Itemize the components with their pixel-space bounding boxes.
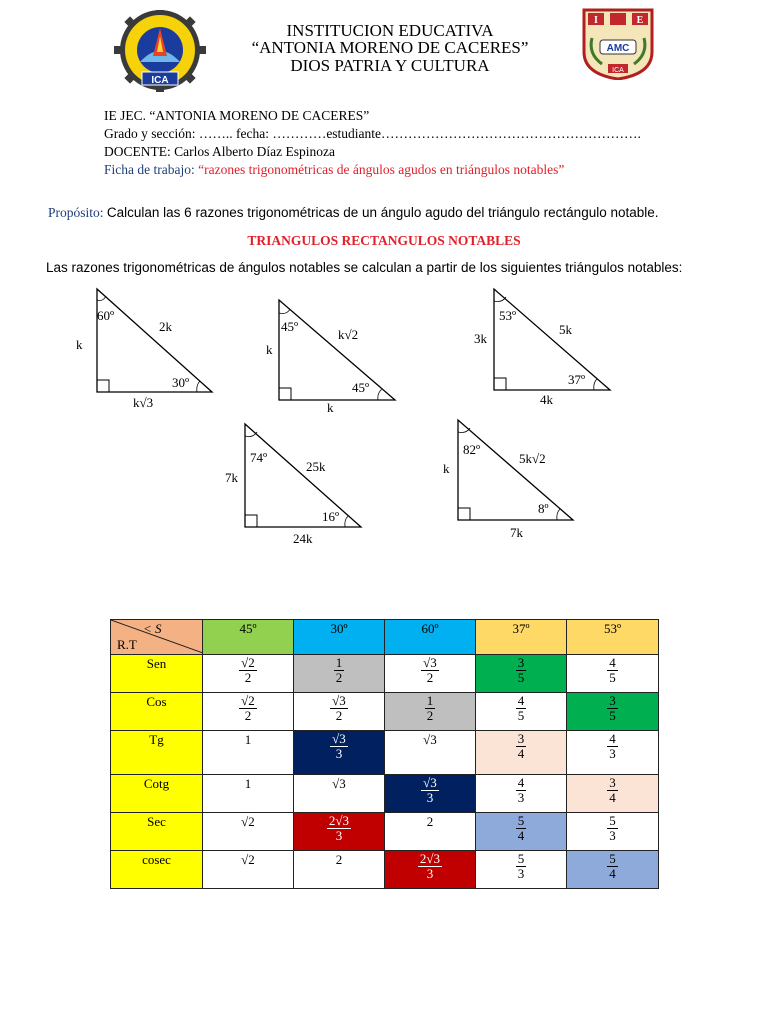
t1-left-side: k: [76, 337, 83, 352]
corner-cell: [111, 620, 203, 655]
triangle-45-45: [266, 300, 395, 415]
value-text: 4: [517, 746, 525, 761]
right-logo-center: AMC: [606, 43, 630, 54]
value-text: 4: [609, 655, 616, 670]
row-label-cotg: Cotg: [111, 775, 203, 813]
t3-base: 4k: [540, 392, 553, 407]
t5-base: 7k: [510, 525, 523, 540]
value-text: 3: [609, 693, 616, 708]
value-text: √3: [423, 655, 437, 670]
cell-tg-37: [476, 731, 567, 775]
cell-cos-37: [476, 693, 567, 731]
t4-base: 24k: [293, 531, 313, 546]
t3-bottom-angle: 37º: [568, 372, 586, 387]
t2-left-side: k: [266, 342, 273, 357]
section-title: TRIANGULOS RECTANGULOS NOTABLES: [247, 233, 521, 248]
table-row: [111, 693, 659, 731]
t4-hypotenuse: 25k: [306, 459, 326, 474]
value-text: 5: [609, 670, 616, 685]
cell-cos-30: [294, 693, 385, 731]
cell-tg-53: [567, 731, 659, 775]
value-text: 5: [517, 670, 525, 685]
t3-hypotenuse: 5k: [559, 322, 572, 337]
header-line-1: INSTITUCION EDUCATIVA: [286, 21, 494, 40]
header-37: 37º: [476, 620, 567, 655]
cell-csc-45: √2: [203, 851, 294, 889]
value-text: 2: [244, 670, 252, 685]
value-text: 2√3: [419, 851, 441, 866]
table-row: [111, 851, 659, 889]
header-60: 60º: [385, 620, 476, 655]
header-45: 45º: [203, 620, 294, 655]
cell-tg-45: 1: [203, 731, 294, 775]
value-text: 1: [426, 693, 434, 708]
worksheet-label: Ficha de trabajo:: [104, 162, 199, 177]
value-text: 5: [609, 708, 616, 723]
value-text: 5: [609, 813, 616, 828]
worksheet-title: “razones trigonométricas de ángulos agudos en triángulos notables”: [198, 162, 565, 177]
table-row: [111, 731, 659, 775]
cell-csc-60: [385, 851, 476, 889]
value-text: 3: [426, 790, 434, 805]
value-text: √3: [423, 775, 437, 790]
value-text: 2√3: [328, 813, 350, 828]
table-row: [111, 813, 659, 851]
t3-left-side: 3k: [474, 331, 487, 346]
triangle-30-60: [76, 289, 212, 410]
cell-sec-53: [567, 813, 659, 851]
cell-cos-60: [385, 693, 476, 731]
cell-sen-45: [203, 655, 294, 693]
cell-cotg-60: [385, 775, 476, 813]
cell-cotg-45: 1: [203, 775, 294, 813]
right-logo: [580, 8, 656, 80]
value-text: 3: [609, 828, 616, 843]
table-row: [111, 655, 659, 693]
value-text: 3: [517, 866, 525, 881]
value-text: 2: [426, 708, 434, 723]
corner-bottom-label: R.T: [117, 637, 137, 652]
t1-base: k√3: [133, 395, 154, 410]
triangle-37-53: [474, 289, 610, 407]
t1-hypotenuse: 2k: [159, 319, 172, 334]
grade-line: Grado y sección: …….. fecha: …………estudiante………………………………………………….: [104, 126, 641, 141]
value-text: 4: [609, 866, 616, 881]
value-text: 5: [517, 708, 525, 723]
t2-base: k: [327, 400, 334, 415]
cell-csc-30: 2: [294, 851, 385, 889]
cell-cotg-37: [476, 775, 567, 813]
value-text: 5: [609, 851, 616, 866]
value-text: 2: [335, 670, 343, 685]
value-text: √3: [332, 731, 346, 746]
t5-bottom-angle: 8º: [538, 501, 549, 516]
value-text: 3: [517, 655, 525, 670]
header-30: 30º: [294, 620, 385, 655]
cell-sen-53: [567, 655, 659, 693]
value-text: 1: [335, 655, 343, 670]
header-53: 53º: [567, 620, 659, 655]
value-text: √3: [332, 693, 346, 708]
value-text: 2: [335, 708, 343, 723]
t4-left-side: 7k: [225, 470, 238, 485]
value-text: 2: [426, 670, 434, 685]
right-logo-e: E: [636, 15, 644, 26]
cell-csc-37: [476, 851, 567, 889]
left-logo: [108, 10, 212, 94]
cell-cos-45: [203, 693, 294, 731]
cell-cos-53: [567, 693, 659, 731]
t4-bottom-angle: 16º: [322, 509, 340, 524]
value-text: 4: [517, 693, 525, 708]
t5-top-angle: 82º: [463, 442, 481, 457]
table-row: [111, 775, 659, 813]
row-label-cos: Cos: [111, 693, 203, 731]
trig-ratios-table: [110, 619, 659, 889]
value-text: 5: [517, 813, 525, 828]
value-text: 4: [517, 775, 525, 790]
cell-csc-53: [567, 851, 659, 889]
cell-cotg-30: √3: [294, 775, 385, 813]
value-text: 3: [517, 731, 525, 746]
cell-sen-60: [385, 655, 476, 693]
value-text: 5: [517, 851, 525, 866]
right-logo-i: I: [594, 15, 598, 26]
cell-sen-37: [476, 655, 567, 693]
t3-top-angle: 53º: [499, 308, 517, 323]
t4-top-angle: 74º: [250, 450, 268, 465]
cell-sec-37: [476, 813, 567, 851]
cell-sec-60: 2: [385, 813, 476, 851]
cell-tg-60: √3: [385, 731, 476, 775]
value-text: 3: [517, 790, 525, 805]
purpose-text: Calculan las 6 razones trigonométricas de un ángulo agudo del triángulo rectángulo notable.: [106, 205, 659, 220]
cell-sec-45: √2: [203, 813, 294, 851]
worksheet-line: [104, 161, 564, 179]
purpose-label: Propósito:: [48, 205, 107, 220]
value-text: 3: [335, 828, 343, 843]
cell-sen-30: [294, 655, 385, 693]
triangle-16-74: [225, 424, 361, 546]
cell-cotg-53: [567, 775, 659, 813]
row-label-cosec: cosec: [111, 851, 203, 889]
t5-hypotenuse: 5k√2: [519, 451, 546, 466]
corner-top-label: < S: [143, 621, 162, 636]
t2-top-angle: 45º: [281, 319, 299, 334]
value-text: √2: [241, 655, 255, 670]
value-text: 4: [517, 828, 525, 843]
cell-sec-30: [294, 813, 385, 851]
triangles-figure: [0, 280, 768, 550]
triangle-8-82: [443, 420, 573, 540]
header-line-2: “ANTONIA MORENO DE CACERES”: [251, 38, 529, 57]
teacher-line: DOCENTE: Carlos Alberto Díaz Espinoza: [104, 144, 335, 159]
value-text: 4: [609, 731, 616, 746]
value-text: 4: [609, 790, 616, 805]
cell-tg-30: [294, 731, 385, 775]
row-label-tg: Tg: [111, 731, 203, 775]
intro-text: Las razones trigonométricas de ángulos notables se calculan a partir de los siguientes triángulos notables:: [46, 260, 683, 275]
row-label-sec: Sec: [111, 813, 203, 851]
t1-top-angle: 60º: [97, 308, 115, 323]
t2-hypotenuse: k√2: [338, 327, 359, 342]
value-text: 2: [244, 708, 252, 723]
right-logo-bottom: ICA: [612, 67, 624, 74]
purpose-line: [48, 205, 659, 221]
left-logo-label: ICA: [151, 75, 169, 86]
t2-bottom-angle: 45º: [352, 380, 370, 395]
value-text: 3: [609, 775, 616, 790]
value-text: √2: [241, 693, 255, 708]
row-label-sen: Sen: [111, 655, 203, 693]
value-text: 3: [609, 746, 616, 761]
t1-bottom-angle: 30º: [172, 375, 190, 390]
table-header-row: [111, 620, 659, 655]
value-text: 3: [335, 746, 343, 761]
value-text: 3: [426, 866, 434, 881]
t5-left-side: k: [443, 461, 450, 476]
header-line-3: DIOS PATRIA Y CULTURA: [290, 56, 490, 75]
school-name: IE JEC. “ANTONIA MORENO DE CACERES”: [104, 108, 370, 123]
